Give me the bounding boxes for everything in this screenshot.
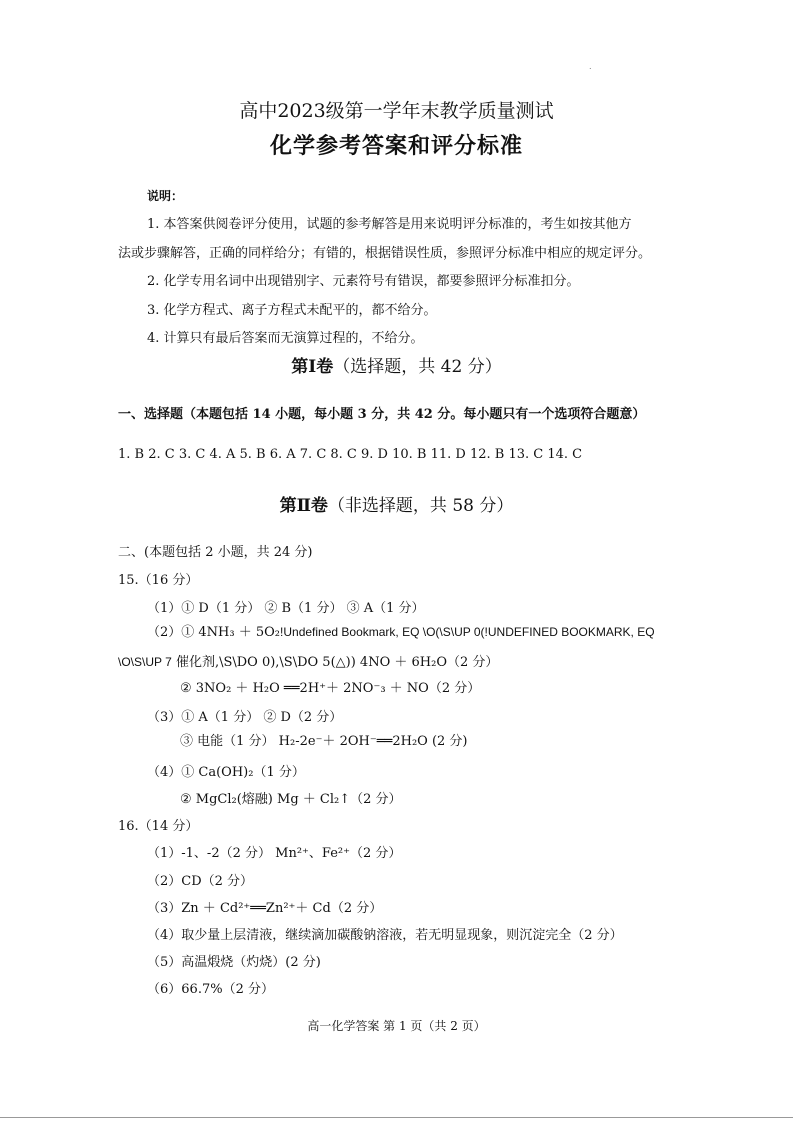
page-footer: 高一化学答案 第 1 页（共 2 页） — [307, 1019, 486, 1033]
q15-line4: （3）① A（1 分） ② D（2 分） — [147, 710, 343, 725]
bottom-rule — [0, 1117, 793, 1118]
q16-line5: （5）高温煅烧（灼烧）(2 分) — [147, 955, 321, 970]
part1-title — [0, 352, 793, 377]
part2-title — [0, 491, 793, 516]
part1-heading: 一、选择题（本题包括 14 小题，每小题 3 分，共 42 分。每小题只有一个选项符合题意） — [118, 407, 646, 422]
note-3: 3. 化学方程式、离子方程式未配平的，都不给分。 — [147, 303, 437, 318]
q15-line6: （4）① Ca(OH)₂（1 分） — [147, 765, 305, 780]
note-4: 4. 计算只有最后答案而无演算过程的，不给分。 — [147, 331, 424, 346]
q15-line2-eq: （2）① 4NH₃ ＋ 5O₂ — [147, 625, 281, 640]
notes-label: 说明： — [147, 189, 184, 203]
q15-line7: ② MgCl₂(熔融) Mg ＋ Cl₂↑（2 分） — [180, 792, 402, 807]
page-subtitle: 化学参考答案和评分标准 — [269, 134, 523, 159]
q15-line2-cont — [118, 651, 498, 670]
part1-title-bold: 第Ⅰ卷 — [291, 357, 334, 377]
part2-heading: 二、(本题包括 2 小题，共 24 分) — [118, 545, 313, 560]
q15-line2-fieldcode: !Undefined Bookmark, EQ \O(\S\UP 0(!UNDEFINED BOOKMARK, EQ — [280, 625, 655, 639]
note-1b: 法或步骤解答，正确的同样给分；有错的，根据错误性质，参照评分标准中相应的规定评分。 — [118, 246, 652, 261]
q15-line5: ③ 电能（1 分） H₂-2e⁻＋ 2OH⁻══2H₂O (2 分) — [180, 734, 468, 749]
q16-title: 16.（14 分） — [118, 819, 199, 834]
q16-line2: （2）CD（2 分） — [147, 874, 254, 889]
mc-answers: 1. B 2. C 3. C 4. A 5. B 6. A 7. C 8. C 9. D 10. B 11. D 12. B 13. C 14. C — [118, 447, 583, 462]
q16-line1: （1）-1、-2（2 分） Mn²⁺、Fe²⁺（2 分） — [147, 846, 402, 861]
q15-title: 15.（16 分） — [118, 573, 199, 588]
part2-title-bold: 第Ⅱ卷 — [279, 496, 328, 516]
note-2: 2. 化学专用名词中出现错别字、元素符号有错误，都要参照评分标准扣分。 — [147, 274, 580, 289]
q15-line3: ② 3NO₂ ＋ H₂O ══2H⁺＋ 2NO⁻₃ ＋ NO（2 分） — [180, 681, 481, 696]
q15-line2-rest: 催化剂,\S\DO 0),\S\DO 5(△)) 4NO ＋ 6H₂O（2 分） — [171, 655, 499, 670]
note-1a: 1. 本答案供阅卷评分使用，试题的参考解答是用来说明评分标准的，考生如按其他方 — [147, 217, 632, 232]
part1-title-rest: （选择题，共 42 分） — [333, 357, 502, 377]
q15-line2-fieldcode2: \O\S\UP 7 — [118, 655, 172, 669]
page-title: 高中2023级第一学年末教学质量测试 — [239, 100, 554, 122]
part2-title-rest: （非选择题，共 58 分） — [327, 496, 514, 516]
q15-line2 — [147, 621, 655, 640]
q16-line6: （6）66.7%（2 分） — [147, 982, 274, 997]
corner-dot: . — [589, 62, 592, 71]
q16-line4: （4）取少量上层清液，继续滴加碳酸钠溶液，若无明显现象，则沉淀完全（2 分） — [147, 928, 623, 943]
q16-line3: （3）Zn ＋ Cd²⁺══Zn²⁺＋ Cd（2 分） — [147, 901, 383, 916]
q15-line1: （1）① D（1 分） ② B（1 分） ③ A（1 分） — [147, 601, 425, 616]
